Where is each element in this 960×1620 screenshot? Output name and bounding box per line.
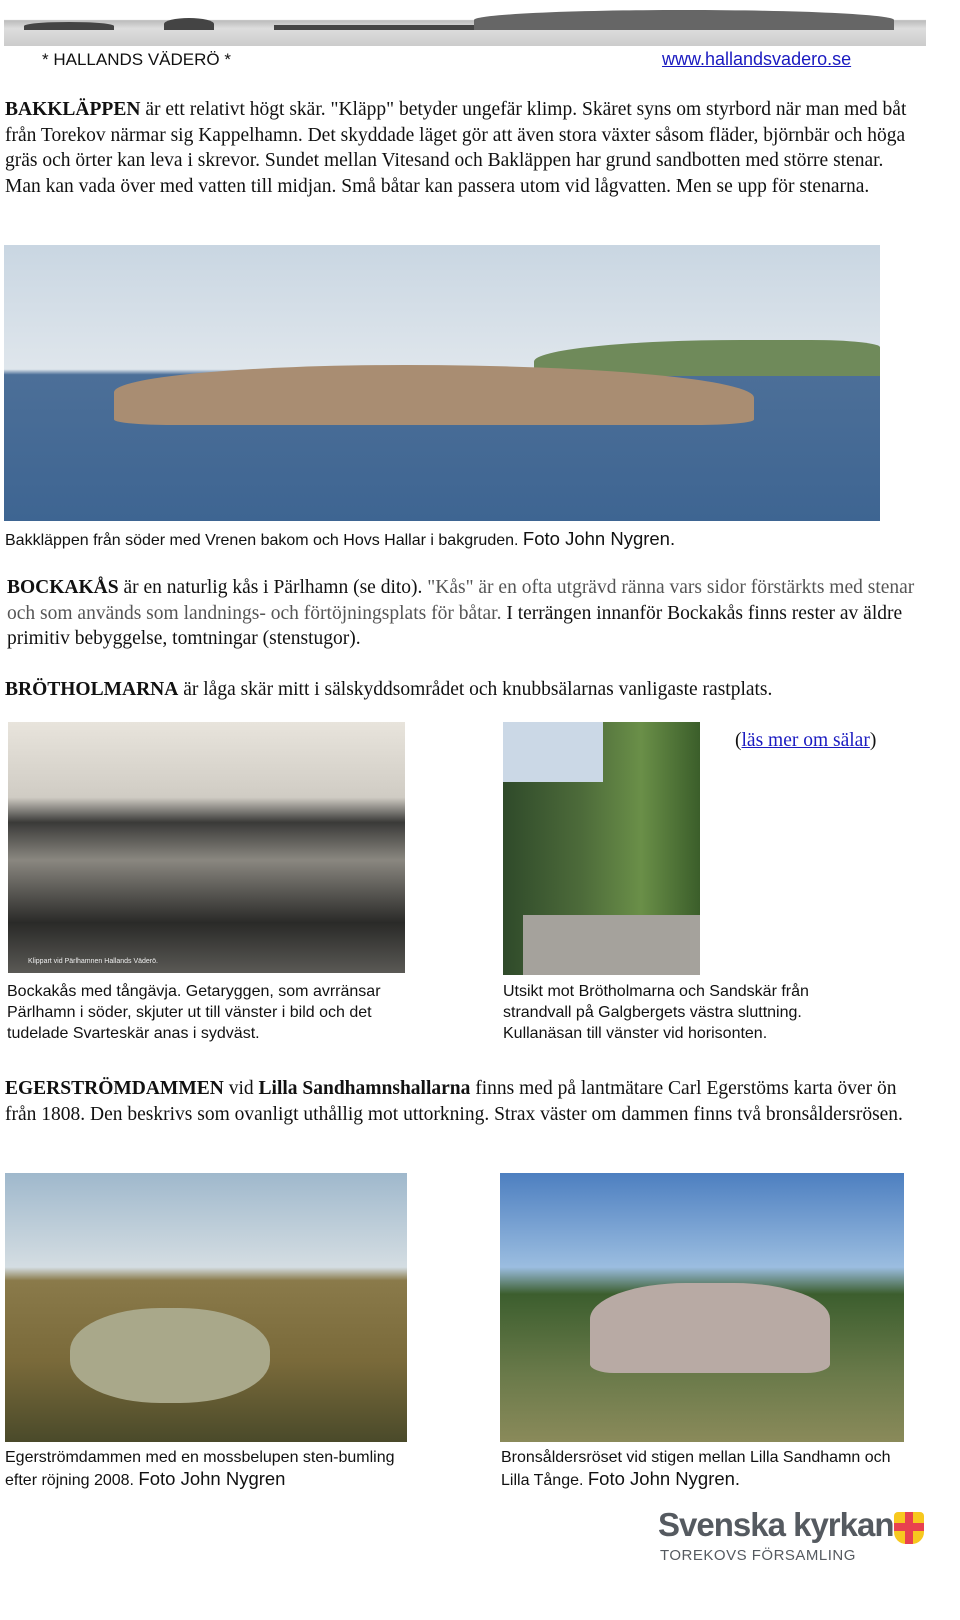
text: är låga skär mitt i sälskyddsområdet och knubbsälarnas vanligaste rastplats. (178, 679, 773, 700)
photo-brotholmarna (503, 722, 700, 975)
caption-brotholmarna: Utsikt mot Brötholmarna och Sandskär från strandvall på Galgbergets västra sluttning. Kullanäsan till vänster vid horisonten. (503, 983, 809, 1042)
term: BOCKAKÅS (7, 577, 119, 598)
read-more-seals-link[interactable]: läs mer om sälar (741, 730, 870, 751)
credit: Foto John Nygren (138, 1468, 286, 1489)
text: Egerströmdammen med en mossbelupen sten-bumling efter röjning 2008. (5, 1449, 395, 1489)
photo-inscription: Klippart vid Pärlhamnen Hallands Väderö. (28, 958, 158, 965)
term: EGERSTRÖMDAMMEN (5, 1078, 224, 1099)
photo-bronsaldersroset (500, 1173, 904, 1442)
text: vid (223, 1078, 259, 1099)
island-banner-image (4, 2, 926, 46)
term: BRÖTHOLMARNA (5, 679, 179, 700)
text: Bakkläppen från söder med Vrenen bakom och Hovs Hallar i bakgruden. (5, 532, 523, 549)
text: är ett relativt högt skär. "Kläpp" betyder ungefär klimp. Skäret syns om styrbord när man med båt från Torekov närmar sig Kappelhamn. Det skyddade läget gör att även stora växter såsom fläder, björnbär och höga gräs och örter kan leva i skrevor. Sundet mellan Vitesand och Bakläppen har grund sandbotten med större stenar. Man kan vada över med vatten till midjan. Små båtar kan passera utom vid lågvatten. Men se upp för stenarna. (5, 99, 907, 197)
church-shield-icon (894, 1512, 924, 1544)
brotholmarna-paragraph (5, 677, 915, 703)
caption-bronsaldersroset (501, 1447, 911, 1491)
site-title: * HALLANDS VÄDERÖ * (42, 50, 231, 69)
text: finns med på lantmätare Carl Egerstöms karta över ön från 1808. Den beskrivs som ovanligt uthållig mot uttorkning. Strax väster om dammen finns två bronsåldersrösen. (5, 1078, 903, 1125)
caption-egerstromdammen (5, 1447, 405, 1491)
photo-egerstromdammen (5, 1173, 407, 1442)
term: BAKKLÄPPEN (5, 99, 141, 120)
text: I terrängen innanför Bockakås finns rester av äldre primitiv bebyggelse, tomtningar (stenstugor). (7, 602, 903, 649)
bockakas-paragraph (7, 575, 917, 652)
paren: ( (735, 730, 742, 751)
site-link[interactable]: www.hallandsvadero.se (662, 49, 852, 69)
credit: Foto John Nygren. (522, 528, 676, 549)
seal-link-wrapper (735, 728, 915, 754)
svenska-kyrkan-logo (658, 1506, 928, 1566)
logo-subtitle: TOREKOVS FÖRSAMLING (660, 1547, 856, 1564)
caption-bakklappen (5, 528, 675, 551)
paren: ) (869, 730, 877, 751)
egerstrom-paragraph (5, 1076, 915, 1127)
caption-bockakas: Bockakås med tångävja. Getaryggen, som avrränsar Pärlhamn i söder, skjuter ut till vänster i bild och det tudelade Svarteskär anas i sydväst. (7, 983, 381, 1042)
photo-bockakas (8, 722, 405, 973)
credit: Foto John Nygren. (587, 1468, 741, 1489)
photo-bakklappen (4, 245, 880, 521)
text: "Kås" är en ofta utgrävd ränna vars sidor förstärkts med stenar och som används som landnings- och förtöjningsplats för båtar. (7, 577, 915, 624)
text: är en naturlig kås i Pärlhamn (se dito). (118, 577, 428, 598)
term: Lilla Sandhamnshallarna (258, 1078, 471, 1099)
logo-name: Svenska kyrkan (658, 1506, 894, 1543)
bakklappen-paragraph (5, 97, 915, 199)
text: Bronsåldersröset vid stigen mellan Lilla Sandhamn och Lilla Tånge. (501, 1449, 891, 1489)
